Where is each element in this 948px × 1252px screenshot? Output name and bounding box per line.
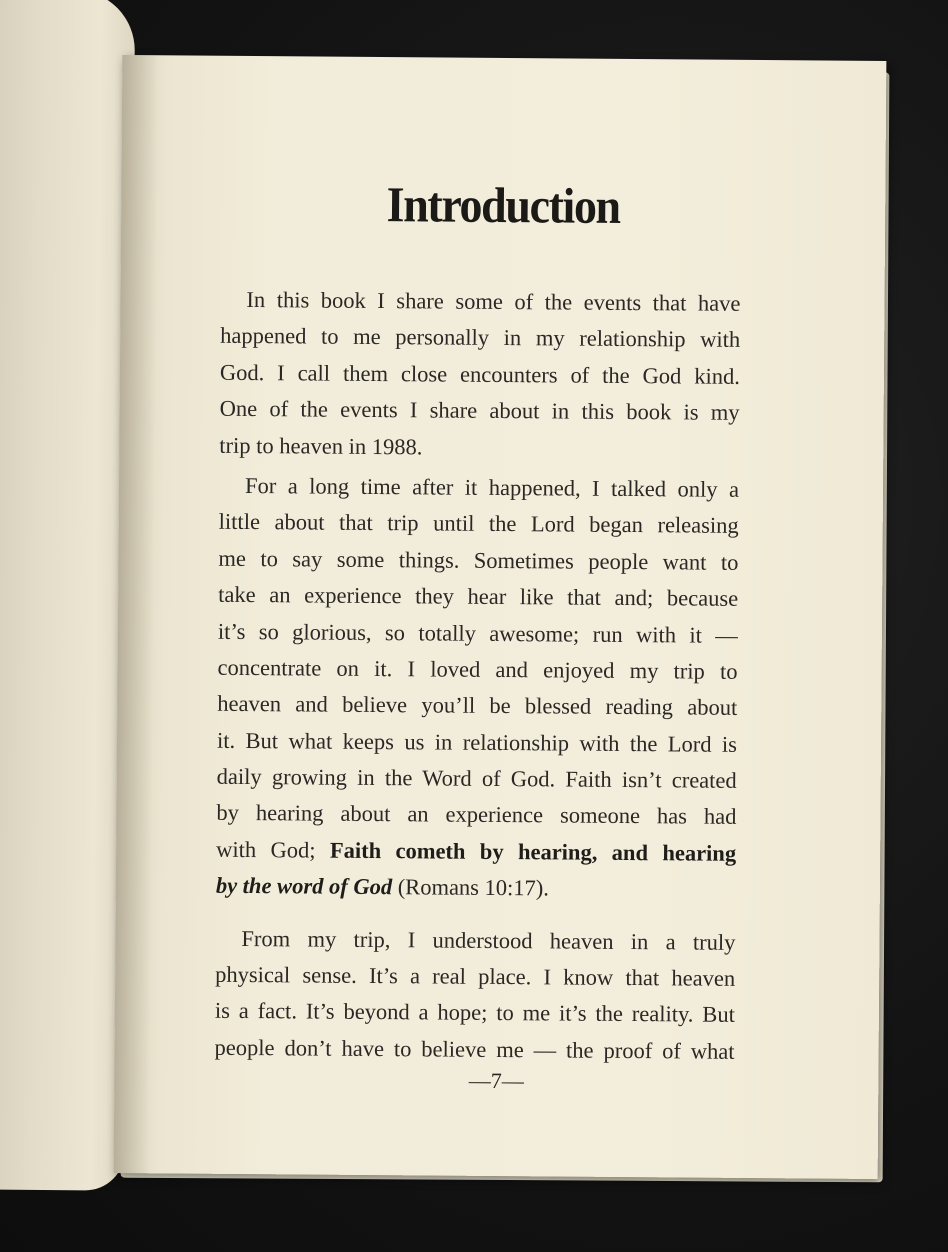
text-line: little about that trip until the Lord began releasing	[218, 509, 739, 539]
text-line: take an experience they hear like that and; because	[218, 581, 739, 611]
text-line: is a fact. It’s beyond a hope; to me it’s the reality. But	[214, 998, 735, 1028]
text-line: From my trip, I understood heaven in a truly	[241, 925, 736, 955]
scripture-quote-italic: by the word of God	[215, 873, 393, 900]
text-line: people don’t have to believe me — the proof of what	[214, 1034, 735, 1064]
text-line: daily growing in the Word of God. Faith isn’t created	[216, 763, 737, 793]
text-line	[216, 868, 736, 908]
chapter-title: Introduction	[386, 176, 621, 234]
page-body	[214, 282, 740, 1070]
text-line: heaven and believe you’ll be blessed reading about	[217, 691, 738, 721]
page-number: —7—	[468, 1067, 524, 1094]
text-line: For a long time after it happened, I talked only a	[244, 472, 740, 502]
text-line: concentrate on it. I loved and enjoyed my trip to	[217, 654, 738, 684]
scripture-reference: (Romans 10:17).	[392, 874, 550, 901]
text-line: me to say some things. Sometimes people want to	[218, 545, 739, 575]
text-line: it’s so glorious, so totally awesome; run with it —	[217, 618, 738, 648]
text-line	[216, 832, 736, 872]
text-run: with God;	[216, 836, 331, 863]
text-line: it. But what keeps us in relationship with the Lord is	[216, 727, 738, 757]
text-line: by hearing about an experience someone has had	[216, 800, 737, 830]
text-line: trip to heaven in 1988.	[219, 432, 423, 459]
text-line: God. I call them close encounters of the God kind.	[219, 359, 740, 389]
text-line: physical sense. It’s a real place. I know that heaven	[215, 961, 736, 991]
text-line: happened to me personally in my relationship with	[220, 323, 741, 353]
scripture-quote: Faith cometh by hearing, and hearing	[329, 837, 737, 866]
text-line: In this book I share some of the events that have	[246, 286, 741, 316]
book-page	[114, 55, 887, 1179]
text-line: One of the events I share about in this book is my	[219, 395, 740, 426]
